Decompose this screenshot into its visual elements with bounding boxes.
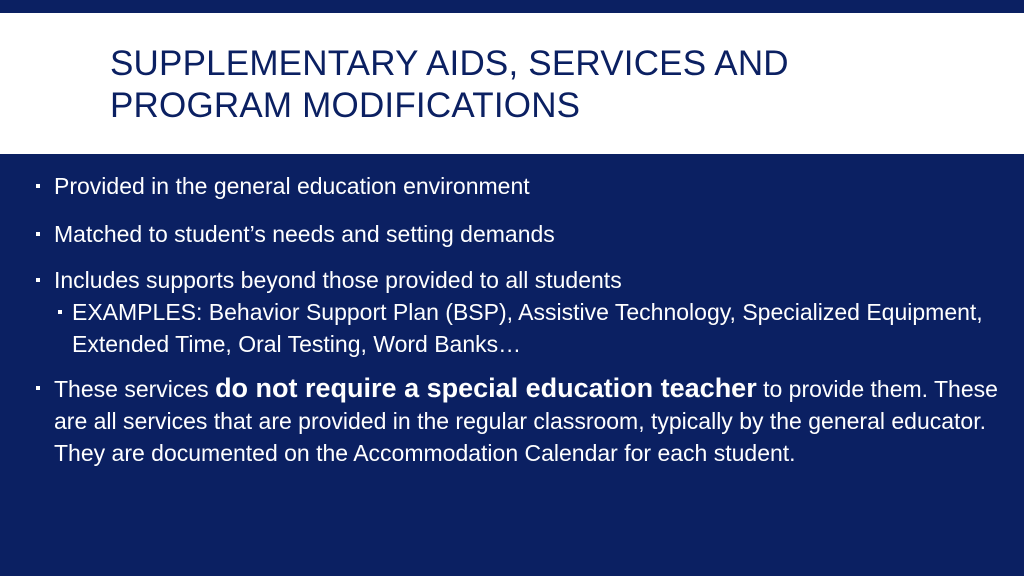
bullet-1-text: Provided in the general education environment (54, 173, 530, 199)
slide-title (110, 43, 970, 127)
bullet-icon (36, 386, 40, 390)
top-band (0, 0, 1024, 13)
bullet-3-text: Includes supports beyond those provided to all students (54, 267, 622, 293)
bullet-icon (36, 184, 40, 188)
bullet-4-emphasis: do not require a special education teacher (215, 373, 757, 403)
bullet-4 (30, 372, 1000, 469)
sub-bullet-examples (30, 296, 1000, 360)
sub-bullet-icon (58, 310, 62, 314)
bullet-3 (30, 264, 1000, 296)
title-panel (0, 13, 1024, 154)
bullet-2 (30, 218, 1000, 250)
bullet-icon (36, 278, 40, 282)
bullet-1 (30, 170, 1000, 202)
bullet-4-pre: These services (54, 376, 216, 402)
bullet-2-text: Matched to student’s needs and setting demands (54, 221, 555, 247)
examples-text: EXAMPLES: Behavior Support Plan (BSP), Assistive Technology, Specialized Equipment, Extended Time, Oral Testing, Word Banks… (72, 299, 983, 357)
title-line-2: PROGRAM MODIFICATIONS (110, 86, 581, 125)
slide-body (30, 170, 1000, 469)
bullet-4-post: to provide them. These are all services that are provided in the regular classroom, typically by the general educator. They are documented on the Accommodation Calendar for each student. (54, 376, 998, 466)
bullet-icon (36, 232, 40, 236)
title-line-1: SUPPLEMENTARY AIDS, SERVICES AND (110, 44, 789, 83)
